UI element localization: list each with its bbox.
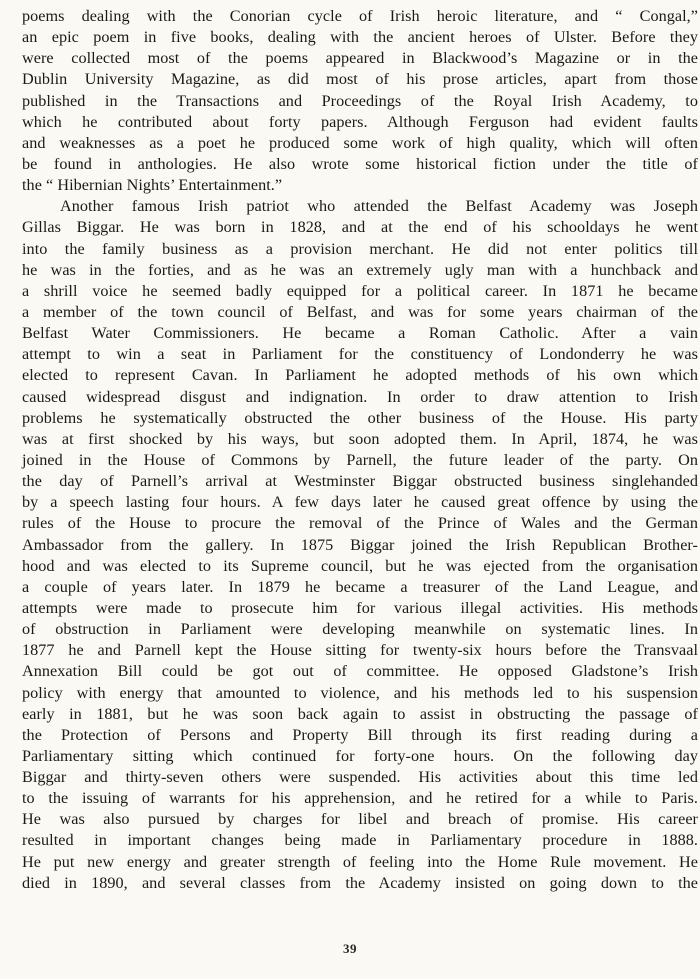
text-line: an epic poem in five books, dealing with the ancient heroes of Ulster. Before they — [22, 28, 698, 47]
page-number: 39 — [343, 941, 357, 956]
paragraph-ferguson — [22, 6, 698, 196]
text-line: attempt to win a seat in Parliament for the constituency of Londonderry he was — [22, 345, 698, 364]
text-line: a member of the town council of Belfast, and was for some years chairman of the — [22, 302, 698, 321]
text-line: rules of the House to procure the removal of the Prince of Wales and the German — [22, 514, 698, 533]
text-line: He was also pursued by charges for libel and breach of promise. His career — [22, 810, 698, 829]
text-line: a shrill voice he seemed badly equipped for a political career. In 1871 he became — [22, 281, 698, 300]
text-line: resulted in important changes being made in Parliamentary procedure in 1888. — [22, 831, 698, 850]
text-line: be found in anthologies. He also wrote some historical fiction under the title of — [22, 154, 698, 173]
text-line: elected to represent Cavan. In Parliament he adopted methods of his own which — [22, 366, 698, 385]
paragraph-biggar — [22, 196, 698, 894]
text-line: were collected most of the poems appeared in Blackwood’s Magazine or in the — [22, 49, 698, 68]
text-line: attempts were made to prosecute him for various illegal activities. His methods — [22, 598, 698, 617]
text-line: Biggar and thirty-seven others were suspended. His activities about this time led — [22, 768, 698, 787]
text-line: published in the Transactions and Proceedings of the Royal Irish Academy, to — [22, 91, 698, 110]
text-line: and weaknesses as a poet he produced some work of high quality, which will often — [22, 133, 698, 152]
text-line: of obstruction in Parliament were developing meanwhile on systematic lines. In — [22, 620, 698, 639]
text-line: Gillas Biggar. He was born in 1828, and at the end of his schooldays he went — [22, 218, 698, 237]
text-line: hood and was elected to its Supreme council, but he was ejected from the organisation — [22, 556, 698, 575]
text-line: was at first shocked by his ways, but soon adopted them. In April, 1874, he was — [22, 429, 698, 448]
text-line: Dublin University Magazine, as did most of his prose articles, apart from those — [22, 70, 698, 89]
text-line: into the family business as a provision merchant. He did not enter politics till — [22, 239, 698, 258]
text-line: poems dealing with the Conorian cycle of Irish heroic literature, and “ Congal,” — [22, 7, 698, 25]
text-line: caused widespread disgust and indignation. In order to draw attention to Irish — [22, 387, 698, 406]
text-line: Another famous Irish patriot who attended the Belfast Academy was Joseph — [60, 197, 698, 216]
text-line: the “ Hibernian Nights’ Entertainment.” — [22, 176, 283, 195]
text-line: to the issuing of warrants for his apprehension, and he retired for a while to Paris. — [22, 789, 698, 808]
text-line: policy with energy that amounted to violence, and his methods led to his suspension — [22, 683, 698, 702]
text-line: which he contributed about forty papers. Although Ferguson had evident faults — [22, 112, 698, 131]
body-text — [22, 6, 698, 894]
text-line: Ambassador from the gallery. In 1875 Biggar joined the Irish Republican Brother- — [22, 535, 698, 554]
text-line: problems he systematically obstructed the other business of the House. His party — [22, 408, 698, 427]
text-line: the day of Parnell’s arrival at Westminster Biggar obstructed business singlehanded — [22, 472, 698, 491]
text-line: he was in the forties, and as he was an extremely ugly man with a hunchback and — [22, 260, 698, 279]
text-line: by a speech lasting four hours. A few days later he caused great offence by using the — [22, 493, 698, 512]
text-line: Belfast Water Commissioners. He became a Roman Catholic. After a vain — [22, 324, 698, 343]
text-line: Parliamentary sitting which continued for forty-one hours. On the following day — [22, 746, 698, 765]
text-line: 1877 he and Parnell kept the House sitting for twenty-six hours before the Transvaal — [22, 641, 698, 660]
text-line: the Protection of Persons and Property Bill through its first reading during a — [22, 725, 698, 744]
text-line: He put new energy and greater strength of feeling into the Home Rule movement. He — [22, 852, 698, 871]
text-line: joined in the House of Commons by Parnell, the future leader of the party. On — [22, 450, 698, 469]
text-line: died in 1890, and several classes from the Academy insisted on going down to the — [22, 873, 698, 892]
text-line: early in 1881, but he was soon back again to assist in obstructing the passage of — [22, 704, 698, 723]
text-line: Annexation Bill could be got out of committee. He opposed Gladstone’s Irish — [22, 662, 698, 681]
text-line: a couple of years later. In 1879 he became a treasurer of the Land League, and — [22, 577, 698, 596]
